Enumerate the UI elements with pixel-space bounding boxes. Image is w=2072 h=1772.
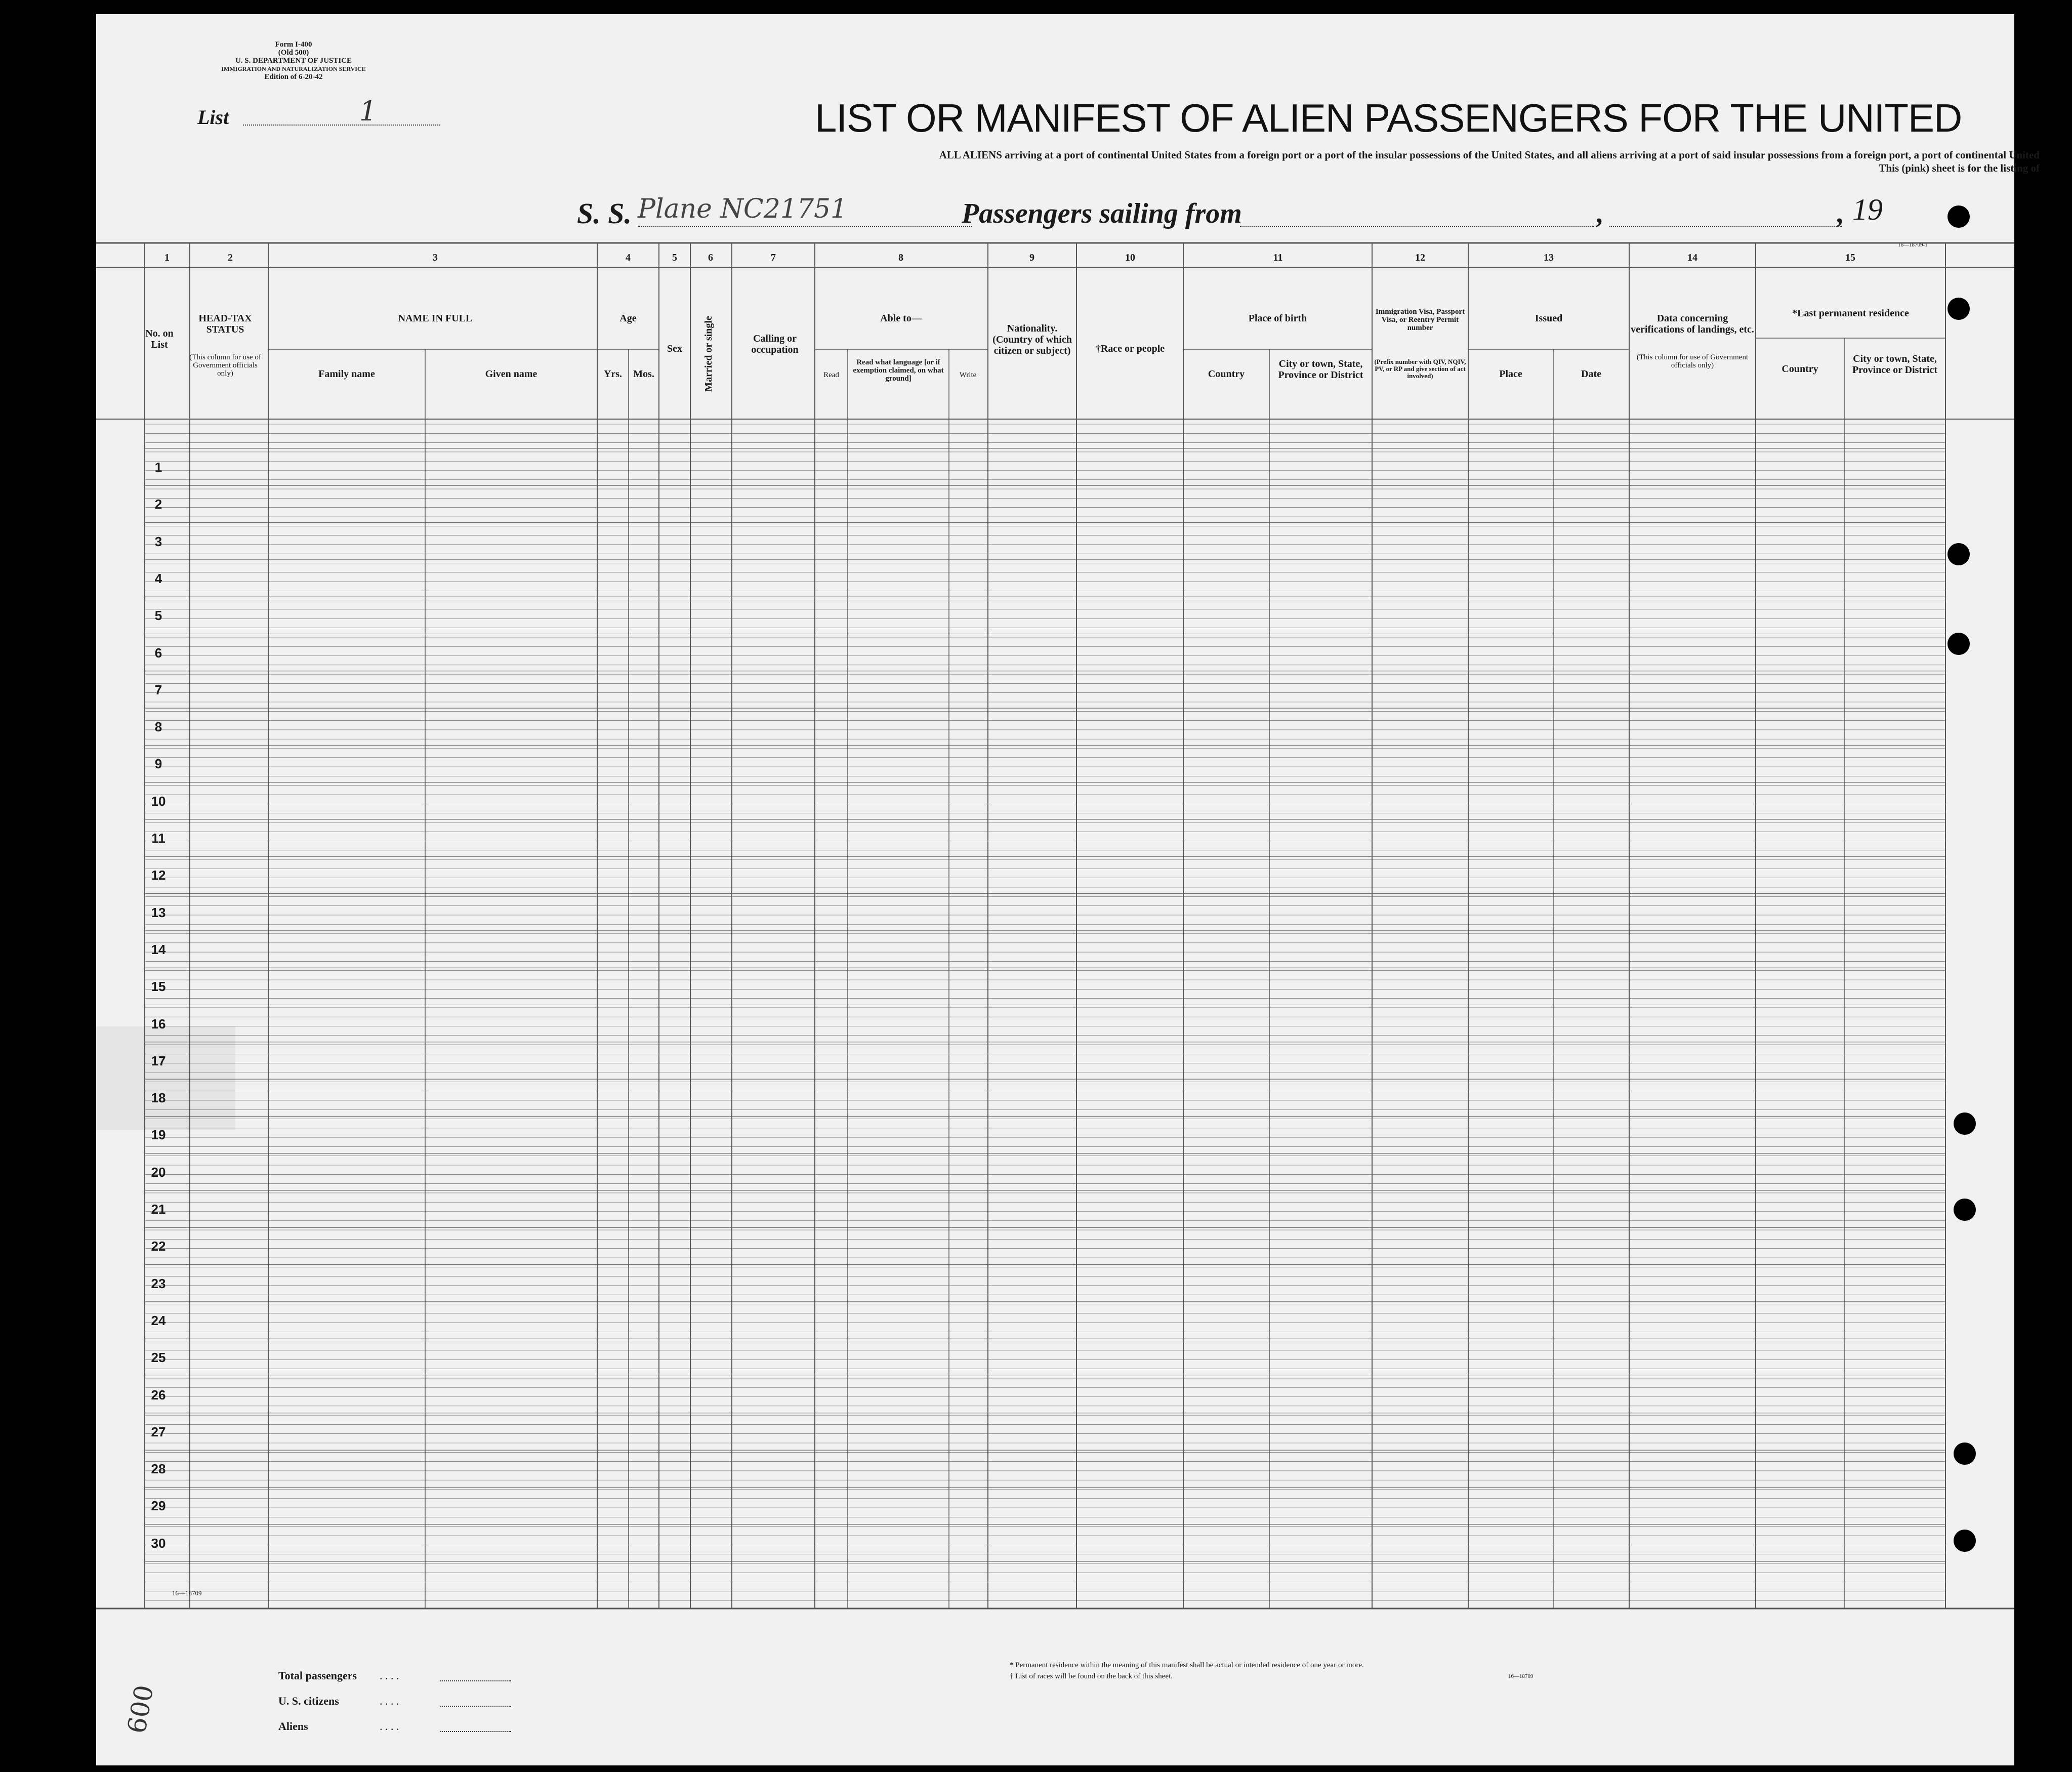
header-res-city: City or town, State, Province or District xyxy=(1852,353,1938,376)
punch-hole xyxy=(1954,1112,1976,1135)
punch-hole xyxy=(1954,1199,1976,1221)
column-number: 9 xyxy=(1029,252,1034,263)
row-number: 19 xyxy=(151,1127,166,1143)
row-number: 27 xyxy=(151,1424,166,1439)
column-number: 14 xyxy=(1687,252,1697,263)
row-number: 29 xyxy=(151,1498,166,1514)
comma-1: , xyxy=(1597,198,1604,229)
list-label: List xyxy=(197,106,229,129)
column-number: 13 xyxy=(1544,252,1554,263)
total-passengers-label: Total passengers xyxy=(278,1669,357,1682)
header-head-tax-note: (This column for use of Government officials only) xyxy=(189,353,261,378)
header-no-on-list: No. on List xyxy=(145,328,174,350)
header-country: Country xyxy=(1208,368,1245,380)
margin-note: 600 xyxy=(121,1682,159,1736)
total-passengers-field[interactable] xyxy=(440,1680,511,1681)
header-place: Place xyxy=(1499,368,1522,380)
header-place-of-birth: Place of birth xyxy=(1248,313,1307,324)
punch-hole xyxy=(1947,543,1970,565)
header-date: Date xyxy=(1581,368,1601,380)
punch-hole xyxy=(1954,1530,1976,1552)
punch-hole xyxy=(1947,205,1970,228)
header-calling: Calling or occupation xyxy=(751,333,799,355)
header-head-tax: HEAD-TAX STATUS xyxy=(198,313,252,335)
column-number: 15 xyxy=(1845,252,1855,263)
row-number: 11 xyxy=(151,831,165,846)
header-read-language: Read what language [or if exemption claimed, on what ground] xyxy=(853,358,944,383)
vessel-name[interactable]: Plane NC21751 xyxy=(638,194,848,224)
row-number: 13 xyxy=(151,904,166,920)
printer-code: 16—18709 xyxy=(172,1589,202,1597)
row-number: 22 xyxy=(151,1239,166,1254)
header-issued: Issued xyxy=(1535,313,1563,324)
header-married: Married or single xyxy=(703,316,714,392)
row-number: 30 xyxy=(151,1535,166,1551)
row-number: 16 xyxy=(151,1016,166,1032)
column-number: 5 xyxy=(672,252,677,263)
manifest-sheet xyxy=(96,14,2040,1765)
list-number[interactable]: 1 xyxy=(359,95,377,127)
header-write: Write xyxy=(959,371,977,379)
header-visa-note: (Prefix number with QIV, NQIV, PV, or RP and give section of act involved) xyxy=(1374,358,1466,380)
row-number: 5 xyxy=(154,608,162,624)
punch-hole xyxy=(1954,1443,1976,1465)
header-able-to: Able to— xyxy=(880,313,922,324)
sailing-from-label: Passengers sailing from xyxy=(962,198,1242,229)
header-read: Read xyxy=(823,371,839,379)
header-name-in-full: NAME IN FULL xyxy=(398,313,473,324)
form-old: (Old 500) xyxy=(278,49,309,57)
form-number: Form I-400 xyxy=(275,40,312,49)
header-res-country: Country xyxy=(1781,363,1818,375)
column-number: 4 xyxy=(626,252,631,263)
row-number: 9 xyxy=(154,756,162,772)
scan-shadow xyxy=(96,1026,235,1130)
row-number: 8 xyxy=(154,719,162,735)
row-number: 2 xyxy=(154,497,162,512)
row-number: 6 xyxy=(154,645,162,661)
row-number: 3 xyxy=(154,533,162,549)
us-citizens-field[interactable] xyxy=(440,1706,511,1707)
total-dots: . . . . xyxy=(380,1669,399,1682)
footnote-code: 16—18709 xyxy=(1508,1673,1534,1679)
column-number: 7 xyxy=(771,252,776,263)
row-number: 24 xyxy=(151,1312,166,1328)
header-nationality: Nationality. (Country of which citizen or subject) xyxy=(992,323,1072,356)
header-yrs: Yrs. xyxy=(603,368,623,380)
intro-line-2: This (pink) sheet is for the listing of xyxy=(1879,162,2040,174)
header-given-name: Given name xyxy=(485,368,537,380)
aliens-dots: . . . . xyxy=(380,1720,399,1733)
column-number: 8 xyxy=(898,252,903,263)
row-number: 21 xyxy=(151,1202,166,1217)
row-number: 4 xyxy=(154,570,162,586)
header-data-concerning: Data concerning verifications of landings, etc. xyxy=(1631,313,1754,335)
column-number: 11 xyxy=(1273,252,1283,263)
header-visa: Immigration Visa, Passport Visa, or Reentry Permit number xyxy=(1375,308,1465,332)
row-number: 12 xyxy=(151,868,166,883)
row-number: 26 xyxy=(151,1387,166,1403)
vessel-label: S. S. xyxy=(577,197,632,230)
footnote-residence: * Permanent residence within the meaning of this manifest shall be actual or intended residence of one year or more. xyxy=(1010,1661,1364,1669)
form-service: IMMIGRATION AND NATURALIZATION SERVICE xyxy=(221,65,366,72)
column-number: 12 xyxy=(1415,252,1425,263)
header-mos: Mos. xyxy=(633,368,654,380)
row-number: 28 xyxy=(151,1461,166,1477)
row-number: 1 xyxy=(154,460,162,475)
row-number: 15 xyxy=(151,979,166,995)
header-sex: Sex xyxy=(667,343,682,354)
footnote-races: † List of races will be found on the back of this sheet. xyxy=(1010,1672,1173,1680)
header-age: Age xyxy=(619,313,637,324)
column-number: 2 xyxy=(228,252,233,263)
row-number: 23 xyxy=(151,1275,166,1291)
row-number: 17 xyxy=(151,1053,166,1068)
page-title: LIST OR MANIFEST OF ALIEN PASSENGERS FOR THE UNITED xyxy=(815,96,1962,140)
manifest-grid xyxy=(96,14,2014,1765)
comma-2: , xyxy=(1837,198,1844,229)
form-edition: Edition of 6-20-42 xyxy=(264,73,323,81)
aliens-label: Aliens xyxy=(278,1720,308,1733)
header-race: †Race or people xyxy=(1095,343,1165,354)
intro-line-1: ALL ALIENS arriving at a port of continental United States from a foreign port or a port of the insular possessions of the United States, and all aliens arriving at a port of said insular possessions from a foreign port, a port of continental United xyxy=(939,149,2040,161)
year-prefix: 19 xyxy=(1852,193,1883,226)
row-number: 18 xyxy=(151,1090,166,1106)
aliens-field[interactable] xyxy=(440,1731,511,1732)
punch-hole xyxy=(1947,633,1970,655)
us-citizens-label: U. S. citizens xyxy=(278,1695,339,1707)
punch-hole xyxy=(1947,298,1970,320)
column-number: 1 xyxy=(164,252,170,263)
header-city: City or town, State, Province or District xyxy=(1278,358,1363,381)
header-family-name: Family name xyxy=(318,368,375,380)
header-last-residence: *Last permanent residence xyxy=(1792,308,1909,319)
column-number: 3 xyxy=(433,252,438,263)
printer-code-top: 16—18709-1 xyxy=(1898,242,1928,248)
column-number: 10 xyxy=(1125,252,1135,263)
header-data-note: (This column for use of Government officials only) xyxy=(1636,353,1749,369)
row-number: 14 xyxy=(151,941,166,957)
column-number: 6 xyxy=(708,252,713,263)
form-department: U. S. DEPARTMENT OF JUSTICE xyxy=(235,57,352,65)
citizens-dots: . . . . xyxy=(380,1695,399,1707)
row-number: 20 xyxy=(151,1164,166,1180)
row-number: 25 xyxy=(151,1350,166,1366)
row-number: 7 xyxy=(154,682,162,697)
row-number: 10 xyxy=(151,793,166,809)
